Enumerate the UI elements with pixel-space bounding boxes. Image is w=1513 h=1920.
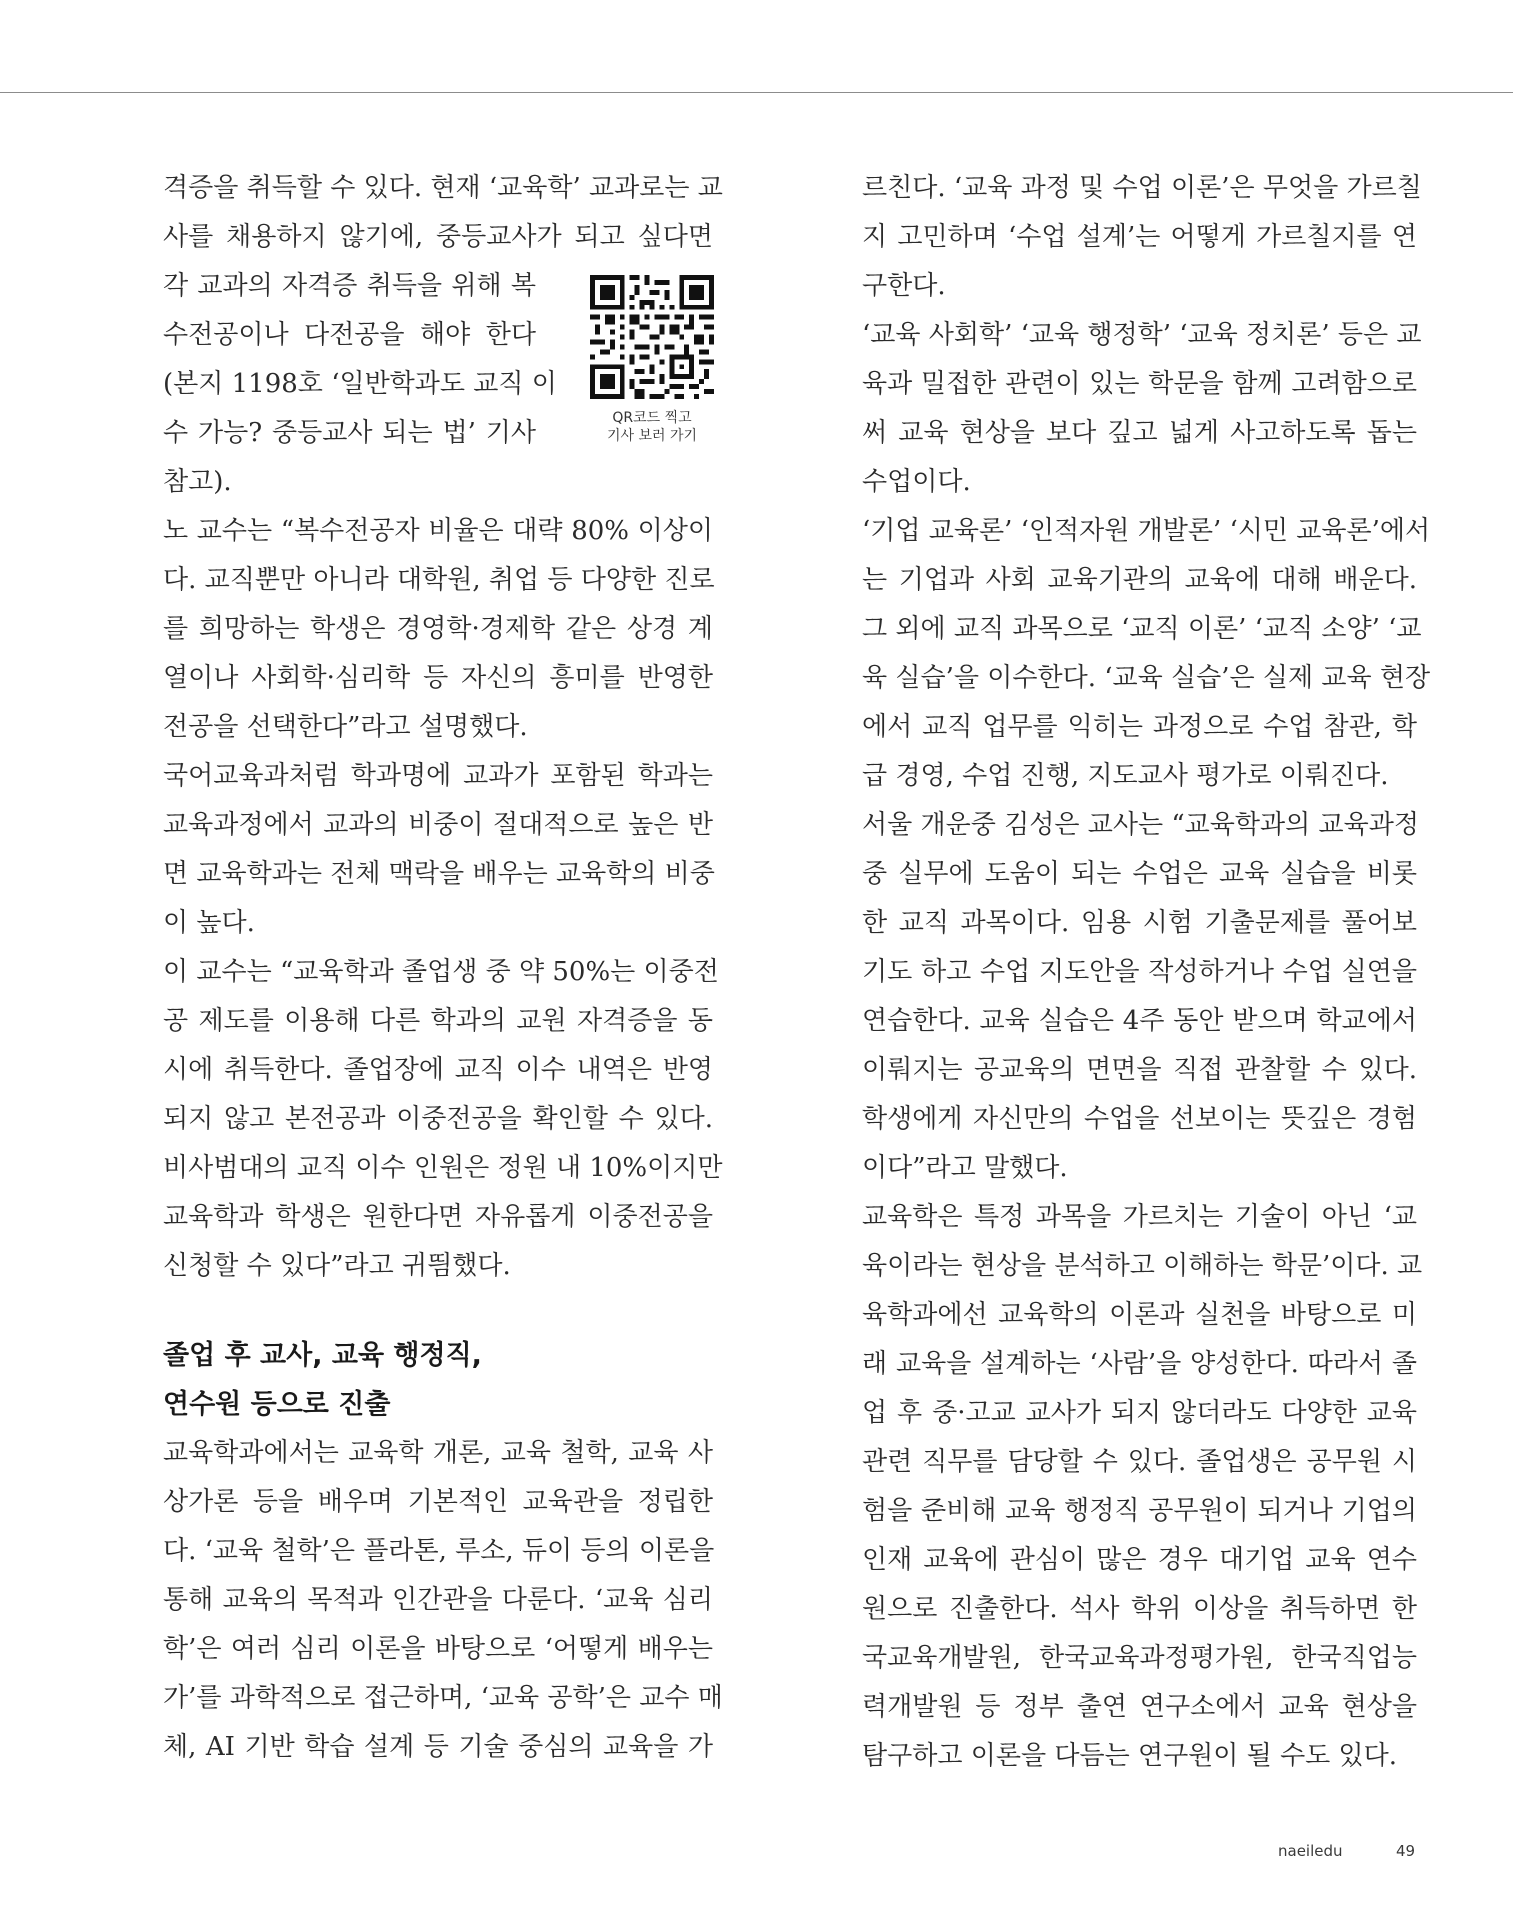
paragraph: [862, 311, 1422, 507]
text-line: 한 교직 과목이다. 임용 시험 기출문제를 풀어보: [862, 908, 1417, 938]
paragraph: [862, 1193, 1423, 1781]
text-line: ‘교육 사회학’ ‘교육 행정학’ ‘교육 정치론’ 등은 교: [862, 320, 1422, 350]
text-line: 가’를 과학적으로 접근하며, ‘교육 공학’은 교수 매: [163, 1683, 723, 1713]
text-line: 르친다. ‘교육 과정 및 수업 이론’은 무엇을 가르칠: [862, 173, 1422, 203]
text-line: 육 실습’을 이수한다. ‘교육 실습’은 실제 교육 현장: [862, 663, 1431, 693]
paragraph: [862, 507, 1431, 801]
paragraph: [163, 507, 713, 752]
paragraph: [862, 801, 1417, 1193]
text-line: 상가론 등을 배우며 기본적인 교육관을 정립한: [163, 1487, 713, 1517]
text-line: 다. 교직뿐만 아니라 대학원, 취업 등 다양한 진로: [163, 565, 715, 595]
text-line: 에서 교직 업무를 익히는 과정으로 수업 참관, 학: [862, 712, 1417, 742]
text-line: 원으로 진출한다. 석사 학위 이상을 취득하면 한: [862, 1594, 1417, 1624]
text-line: 이 높다.: [163, 908, 255, 938]
text-line: 수전공이나 다전공을 해야 한다: [163, 320, 536, 350]
text-line: 써 교육 현상을 보다 깊고 넓게 사고하도록 돕는: [862, 418, 1417, 448]
text-line: 업 후 중·고교 교사가 되지 않더라도 다양한 교육: [862, 1398, 1417, 1428]
text-line: 국교육개발원, 한국교육과정평가원, 한국직업능: [862, 1643, 1417, 1673]
text-line: 되지 않고 본전공과 이중전공을 확인할 수 있다.: [163, 1104, 713, 1134]
text-line: 지 고민하며 ‘수업 설계’는 어떻게 가르칠지를 연: [862, 222, 1417, 252]
text-line: 교육학과 학생은 원한다면 자유롭게 이중전공을: [163, 1202, 713, 1232]
section-gap: [163, 1291, 713, 1331]
page-number: 49: [1396, 1842, 1416, 1860]
text-line: 그 외에 교직 과목으로 ‘교직 이론’ ‘교직 소양’ ‘교: [862, 614, 1422, 644]
text-line: 수업이다.: [862, 467, 971, 497]
qr-wrapped-text: [163, 262, 557, 507]
qr-caption-line: 기사 보러 가기: [606, 428, 698, 444]
text-line: 비사범대의 교직 이수 인원은 정원 내 10%이지만: [163, 1153, 723, 1183]
paragraph: [163, 948, 723, 1291]
paragraph: [163, 1429, 723, 1772]
text-line: 이다”라고 말했다.: [862, 1153, 1068, 1183]
text-line: 면 교육학과는 전체 맥락을 배우는 교육학의 비중: [163, 859, 715, 889]
text-line: 체, AI 기반 학습 설계 등 기술 중심의 교육을 가: [163, 1732, 713, 1762]
top-rule: [0, 92, 1513, 93]
text-line: 수 가능? 중등교사 되는 법’ 기사: [163, 418, 536, 448]
text-line: 인재 교육에 관심이 많은 경우 대기업 교육 연수: [862, 1545, 1417, 1575]
text-line: 교육학은 특정 과목을 가르치는 기술이 아닌 ‘교: [862, 1202, 1417, 1232]
heading-line: 졸업 후 교사, 교육 행정직,: [163, 1340, 482, 1371]
text-line: 다. ‘교육 철학’은 플라톤, 루소, 듀이 등의 이론을: [163, 1536, 715, 1566]
text-line: 기도 하고 수업 지도안을 작성하거나 수업 실연을: [862, 957, 1417, 987]
heading-line: 연수원 등으로 진출: [163, 1389, 391, 1420]
text-line: (본지 1198호 ‘일반학과도 교직 이: [163, 369, 557, 399]
text-line: 참고).: [163, 467, 232, 497]
text-line: 육과 밀접한 관련이 있는 학문을 함께 고려함으로: [862, 369, 1417, 399]
text-line: 이 교수는 “교육학과 졸업생 중 약 50%는 이중전: [163, 957, 719, 987]
text-line: 구한다.: [862, 271, 946, 301]
text-line: 서울 개운중 김성은 교사는 “교육학과의 교육과정: [862, 810, 1419, 840]
text-line: 학생에게 자신만의 수업을 선보이는 뜻깊은 경험: [862, 1104, 1417, 1134]
text-line: 래 교육을 설계하는 ‘사람’을 양성한다. 따라서 졸: [862, 1349, 1417, 1379]
text-line: 교육과정에서 교과의 비중이 절대적으로 높은 반: [163, 810, 713, 840]
text-line: 를 희망하는 학생은 경영학·경제학 같은 상경 계: [163, 614, 713, 644]
text-line: 육이라는 현상을 분석하고 이해하는 학문’이다. 교: [862, 1251, 1423, 1281]
text-line: 통해 교육의 목적과 인간관을 다룬다. ‘교육 심리: [163, 1585, 713, 1615]
text-line: 전공을 선택한다”라고 설명했다.: [163, 712, 528, 742]
text-line: 육학과에선 교육학의 이론과 실천을 바탕으로 미: [862, 1300, 1417, 1330]
paragraph: [163, 752, 713, 948]
section-heading: [163, 1331, 713, 1429]
text-line: 이뤄지는 공교육의 면면을 직접 관찰할 수 있다.: [862, 1055, 1417, 1085]
text-line: 교육학과에서는 교육학 개론, 교육 철학, 교육 사: [163, 1438, 713, 1468]
text-line: 노 교수는 “복수전공자 비율은 대략 80% 이상이: [163, 516, 713, 546]
text-line: 격증을 취득할 수 있다. 현재 ‘교육학’ 교과로는 교: [163, 173, 723, 203]
text-line: 사를 채용하지 않기에, 중등교사가 되고 싶다면: [163, 222, 713, 252]
text-line: 학’은 여러 심리 이론을 바탕으로 ‘어떻게 배우는: [163, 1634, 713, 1664]
text-line: 탐구하고 이론을 다듬는 연구원이 될 수도 있다.: [862, 1741, 1398, 1771]
text-line: 험을 준비해 교육 행정직 공무원이 되거나 기업의: [862, 1496, 1417, 1526]
text-line: 각 교과의 자격증 취득을 위해 복: [163, 271, 536, 301]
qr-block[interactable]: [590, 275, 714, 445]
text-line: 열이나 사회학·심리학 등 자신의 흥미를 반영한: [163, 663, 713, 693]
paragraph: [862, 164, 1422, 311]
footer-brand: naeiledu: [1278, 1842, 1343, 1860]
text-line: 급 경영, 수업 진행, 지도교사 평가로 이뤄진다.: [862, 761, 1389, 791]
text-line: 연습한다. 교육 실습은 4주 동안 받으며 학교에서: [862, 1006, 1417, 1036]
qr-code-icon[interactable]: [590, 275, 714, 399]
text-line: 국어교육과처럼 학과명에 교과가 포함된 학과는: [163, 761, 713, 791]
qr-caption: [590, 409, 714, 445]
text-line: ‘기업 교육론’ ‘인적자원 개발론’ ‘시민 교육론’에서: [862, 516, 1431, 546]
text-line: 는 기업과 사회 교육기관의 교육에 대해 배운다.: [862, 565, 1417, 595]
text-line: 시에 취득한다. 졸업장에 교직 이수 내역은 반영: [163, 1055, 713, 1085]
text-line: 관련 직무를 담당할 수 있다. 졸업생은 공무원 시: [862, 1447, 1417, 1477]
text-line: 력개발원 등 정부 출연 연구소에서 교육 현상을: [862, 1692, 1417, 1722]
right-column: [862, 164, 1431, 1781]
text-line: 신청할 수 있다”라고 귀띔했다.: [163, 1251, 511, 1281]
qr-caption-line: QR코드 찍고: [612, 410, 692, 426]
text-line: 중 실무에 도움이 되는 수업은 교육 실습을 비롯: [862, 859, 1417, 889]
text-line: 공 제도를 이용해 다른 학과의 교원 자격증을 동: [163, 1006, 713, 1036]
